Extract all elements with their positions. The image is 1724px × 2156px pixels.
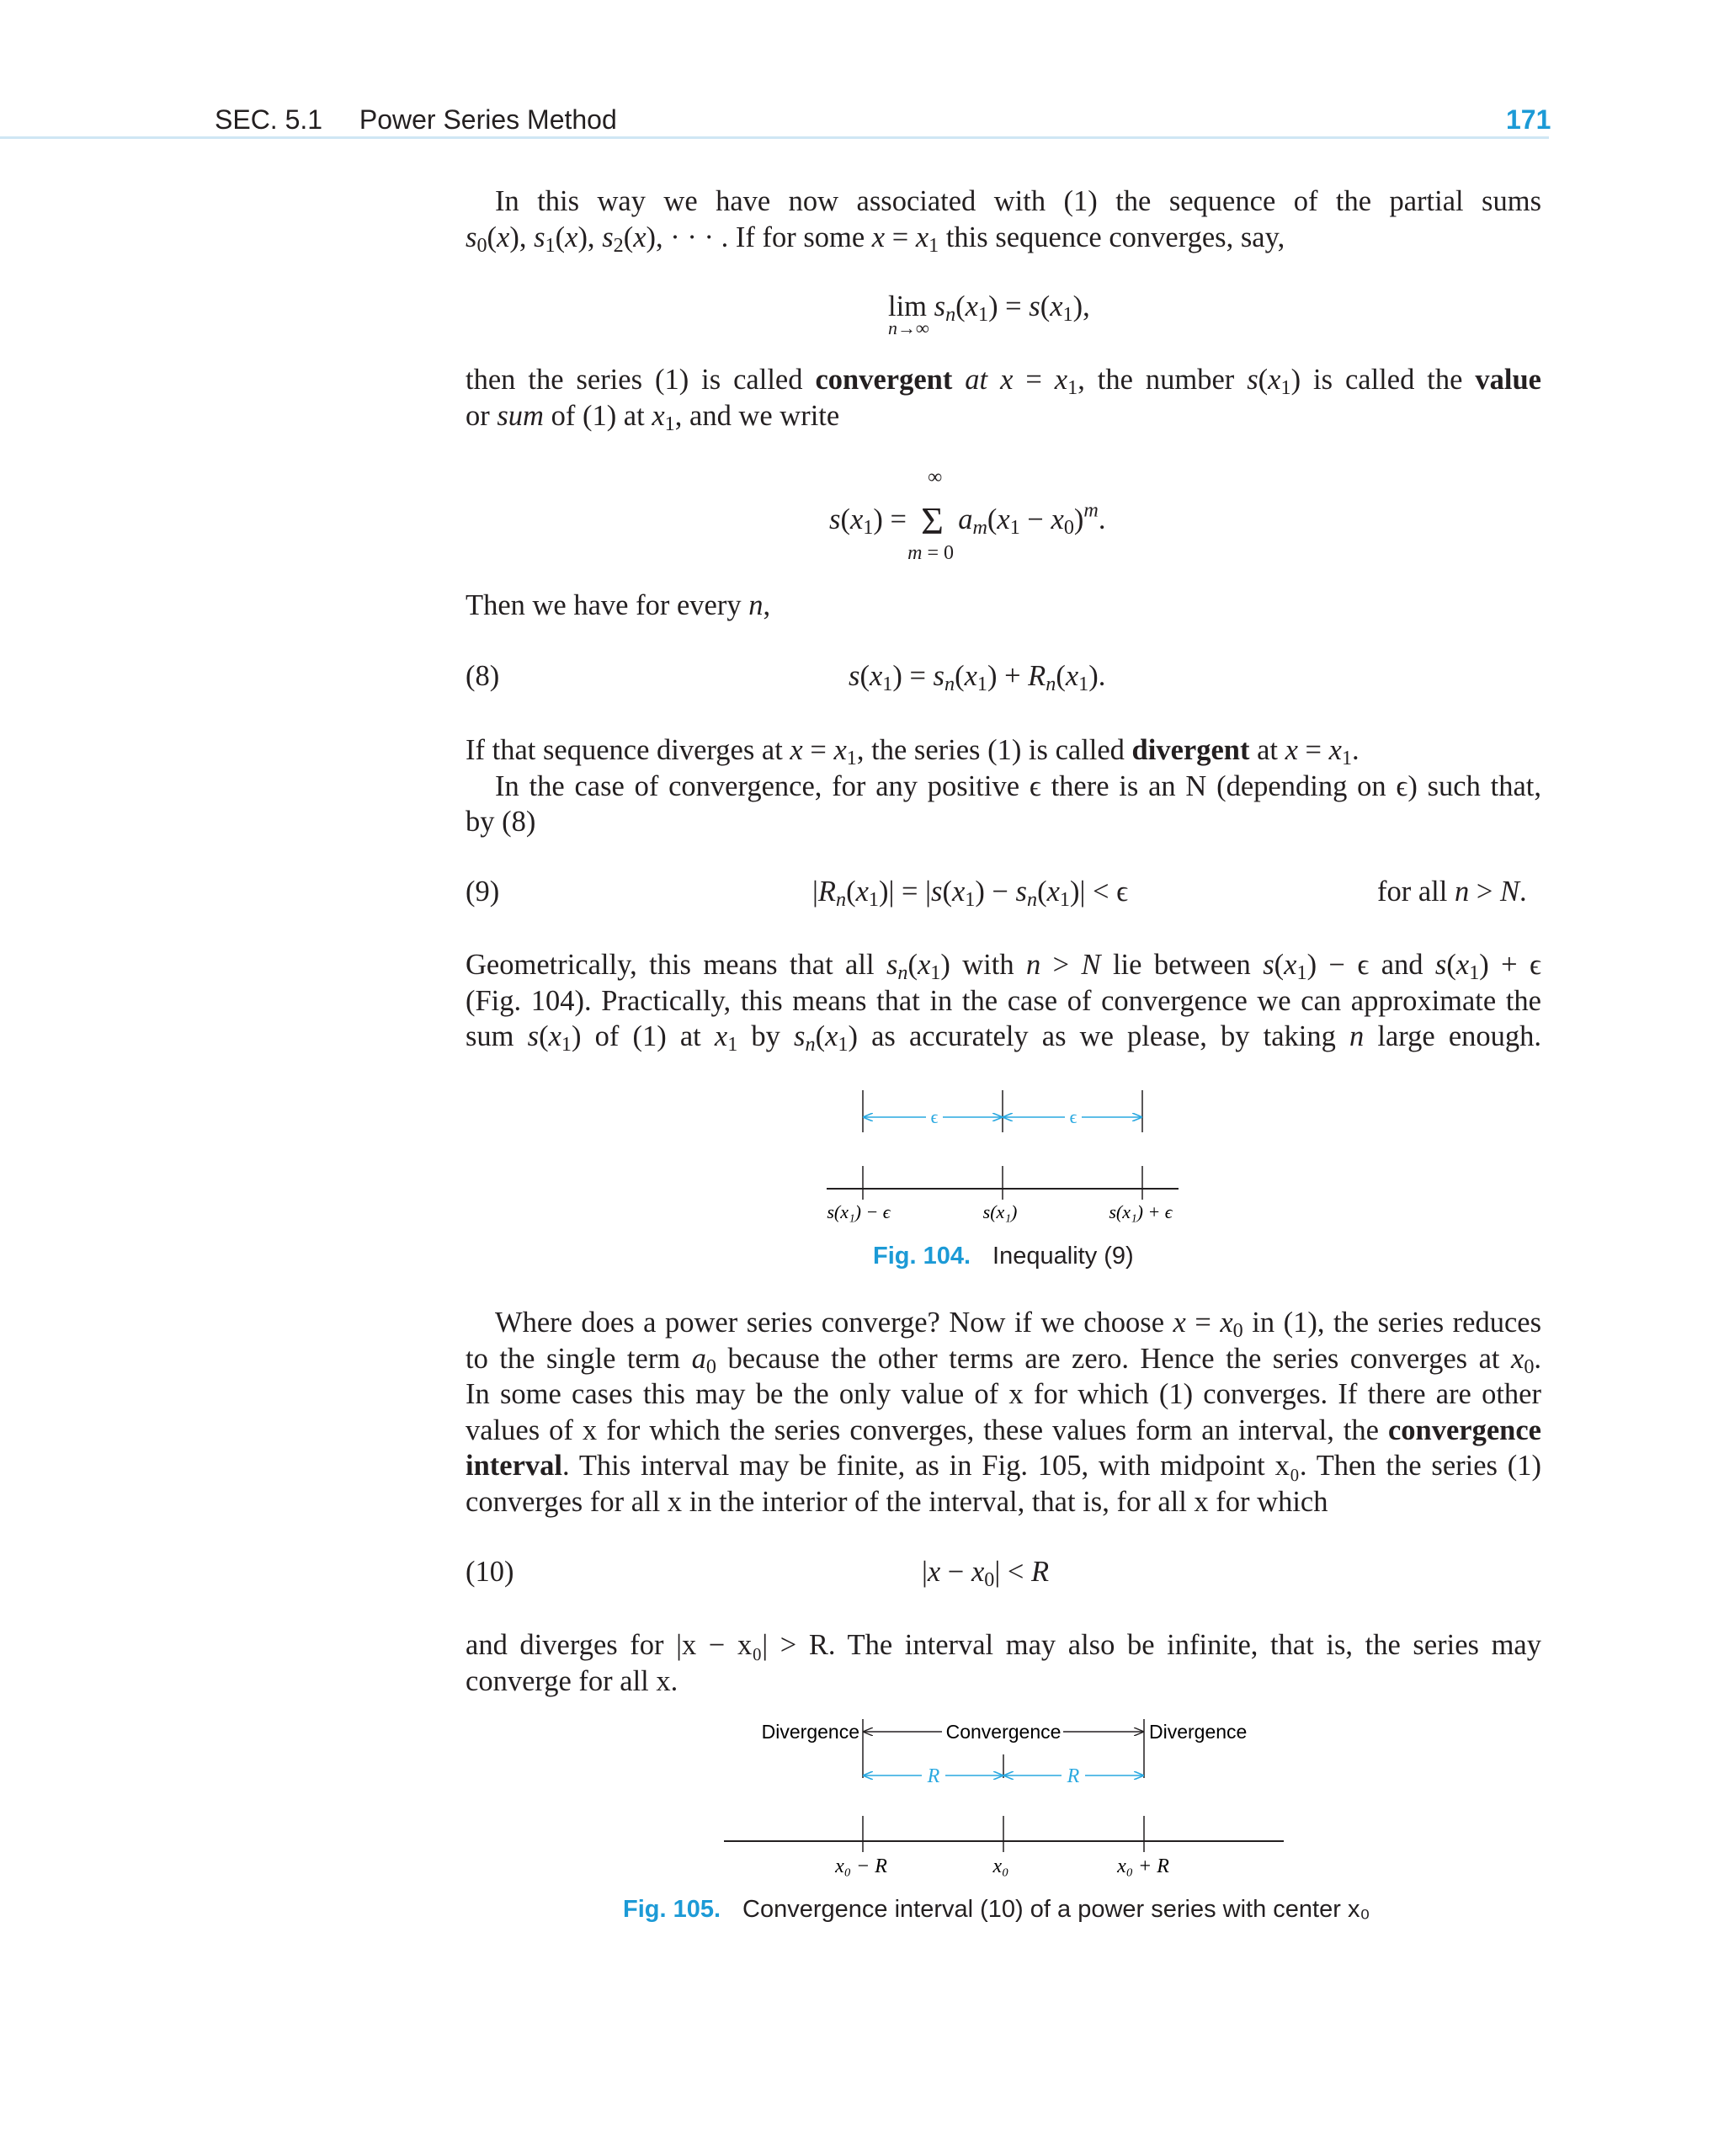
convergence-label: Convergence	[945, 1721, 1062, 1743]
text-line: or sum of (1) at $x_1$, and we write	[466, 399, 840, 435]
running-header	[215, 104, 617, 136]
section-number: SEC. 5.1	[215, 104, 323, 135]
text-line: In some cases this may be the only value of x for which (1) converges. If there are other	[466, 1378, 1541, 1410]
text-line: If that sequence diverges at $x = x_1$, the series (1) is called divergent at $x = x_1$.	[466, 734, 1360, 770]
text-line: $s_0(x)$, $s_1(x)$, $s_2(x)$, · · · . If for some $x = x_1$ this sequence converges, say,	[466, 221, 1285, 257]
equation-number-8: (8)	[466, 660, 500, 692]
equation-9-condition: for all n > N.	[1377, 876, 1527, 908]
divergence-right-label: Divergence	[1149, 1721, 1248, 1743]
text-line: converge for all x.	[466, 1664, 678, 1697]
tick-label-right: s(x₁) + ϵ	[1109, 1201, 1173, 1222]
epsilon-right: ϵ	[1069, 1106, 1078, 1127]
term-value: value	[1475, 364, 1541, 396]
figure-104	[808, 1082, 1195, 1225]
lim-operator: lim	[888, 290, 928, 322]
epsilon-left: ϵ	[930, 1106, 939, 1127]
text-line: Where does a power series converge? Now if we choose $x = x_0$ in (1), the series reduces	[495, 1307, 1541, 1343]
text-line: sum $s(x_1)$ of (1) at $x_1$ by $s_n(x_1)$ as accurately as we please, by taking n large enough.	[466, 1020, 1542, 1057]
term-sum: sum	[497, 399, 544, 432]
figure-104-label: Fig. 104.	[873, 1243, 971, 1270]
text-line: (Fig. 104). Practically, this means that in the case of convergence we can approximate the	[466, 984, 1541, 1017]
tick-label-right: x₀ + R	[1117, 1855, 1169, 1877]
text-line: converges for all x in the interior of the interval, that is, for all x for which	[466, 1485, 1328, 1518]
paragraph-3	[466, 588, 1541, 624]
text-line: In the case of convergence, for any positive ϵ there is an N (depending on ϵ) such that,	[495, 769, 1541, 802]
paragraph-7	[466, 1627, 1541, 1699]
text-line: In this way we have now associated with (1) the sequence of the partial sums	[495, 185, 1541, 217]
text-line: to the single term $a_0$ because the other terms are zero. Hence the series converges at $x_0$.	[466, 1342, 1542, 1378]
figure-105-label: Fig. 105.	[623, 1896, 721, 1923]
term-interval: interval	[466, 1450, 562, 1482]
text-line: by (8)	[466, 806, 536, 838]
equation-10: $|x - x_0| < R$	[922, 1556, 1050, 1592]
paragraph-4	[466, 732, 1541, 840]
r-label-left: R	[927, 1765, 940, 1787]
tick-label-mid: x₀	[992, 1855, 1009, 1877]
limit-equation: lim n→∞ $s_n(x_1) = s(x_1)$,	[888, 290, 1090, 338]
equation-8: $s(x_1) = s_n(x_1) + R_n(x_1)$.	[849, 660, 1106, 696]
figure-105-caption	[623, 1896, 1370, 1924]
tick-label-left: s(x₁) − ϵ	[827, 1201, 891, 1222]
term-convergent: convergent	[815, 364, 953, 396]
r-label-right: R	[1067, 1765, 1080, 1787]
paragraph-5	[466, 947, 1541, 1055]
text-line: Then we have for every n,	[466, 589, 771, 621]
equation-number-10: (10)	[466, 1556, 514, 1588]
text-line: and diverges for |x − x₀| > R. The interval may also be infinite, that is, the series may	[466, 1629, 1541, 1661]
figure-105-text: Convergence interval (10) of a power series with center x₀	[742, 1896, 1370, 1923]
equation-number-9: (9)	[466, 876, 500, 908]
term-convergence: convergence	[1387, 1413, 1541, 1446]
equation-9: $|R_n(x_1)| = |s(x_1) - s_n(x_1)| < \epsilon$	[812, 876, 1129, 912]
figure-104-caption	[873, 1243, 1134, 1270]
term-divergent: divergent	[1131, 734, 1250, 766]
section-title: Power Series Method	[359, 104, 617, 135]
figure-105	[720, 1711, 1292, 1896]
lim-subscript: n→∞	[888, 317, 929, 338]
paragraph-2	[466, 362, 1541, 434]
text-line: interval. This interval may be finite, as in Fig. 105, with midpoint x₀. Then the series (1)	[466, 1450, 1541, 1482]
paragraph-6	[466, 1305, 1541, 1520]
divergence-left-label: Divergence	[761, 1721, 859, 1743]
sum-equation: $s(x_1) = \Sigma$ ∞ m = 0 $a_m(x_1 - x_0)^m$.	[829, 466, 1106, 564]
paragraph-1	[466, 184, 1541, 255]
tick-label-left: x₀ − R	[835, 1855, 887, 1877]
page-number: 171	[1506, 104, 1551, 135]
text-line: then the series (1) is called convergent at $x = x_1$, the number $s(x_1)$ is called the value	[466, 364, 1541, 400]
figure-104-text: Inequality (9)	[992, 1243, 1134, 1270]
tick-label-mid: s(x₁)	[982, 1201, 1018, 1222]
text-line: values of x for which the series converges, these values form an interval, the convergence	[466, 1413, 1541, 1446]
header-rule	[0, 136, 1549, 139]
text-line: Geometrically, this means that all $s_n(x_1)$ with n > N lie between $s(x_1) - \epsilon$ and $s(x_1) + \epsilon$	[466, 949, 1541, 985]
